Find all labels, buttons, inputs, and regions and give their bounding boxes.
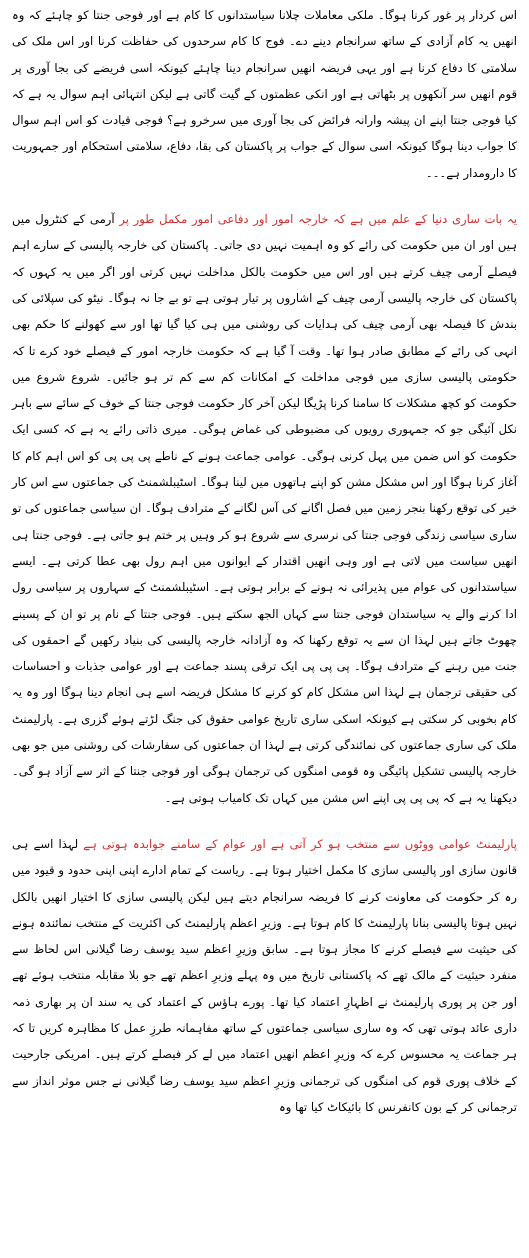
- article-paragraph-1: [12, 2, 517, 186]
- urdu-article: [6, 0, 523, 1120]
- article-paragraph-3: [12, 831, 517, 1120]
- paragraph-3-red-lead: پارلیمنٹ عوامی ووٹوں سے منتخب ہو کر آتی ہے اور عوام کے سامنے جوابدہ ہوتی ہے: [83, 836, 517, 851]
- paragraph-2-red-lead: یہ بات ساری دنیا کے علم میں ہے کہ خارجہ امور اور دفاعی امور مکمل طور پر: [119, 212, 517, 227]
- paragraph-2-text: آرمی کے کنٹرول میں ہیں اور ان میں حکومت کی رائے کو وہ اہمیت نہیں دی جاتی۔ پاکستان کی خارجہ پالیسی کے سارے اہم فیصلے آرمی چیف کرتے ہیں اور اس میں حکومت بالکل مداخلت نہیں کرتی اور اگر میں یہ کہوں کہ پاکستان کی خارجہ پالیسی آرمی چیف کے اشاروں پر تیار ہوتی ہے تو بے جا نہ ہوگا۔ نیٹو کی سپلائی کی بندش کا فیصلہ بھی آرمی چیف کی ہدایات کی روشنی میں ہی کیا گیا تھا اور سے کھولنے کا حکم بھی انہی کی رائے کے مطابق صادر ہوا تھا۔ وقت آ گیا ہے کہ حکومت خارجہ امور کے فیصلے خود کرے تا کہ حکومتی پالیسی سازی میں فوجی مداخلت کے امکانات کم سے کم تر ہو جائیں۔ شروع شروع میں حکومت کو کچھ مشکلات کا سامنا کرنا پڑیگا لیکن آخر کار حکومت فوجی جنتا کے خوف کے سائے سے باہر نکل آئیگی جو کہ جمہوری رویوں کی مضبوطی کی غماض ہوگی۔ میری ذاتی رائے یہ ہے کہ کسی ایک حکومت کو اس ضمن میں پہل کرنی ہوگی۔ عوامی جماعت ہونے کے ناطے پی پی پی کو اس اہم کام کا آغاز کرنا ہوگا اور اس مشکل مشن کو اپنے ہاتھوں میں لینا ہوگا۔ اسٹیبلشمنٹ کی جماعتوں سے اس کار خیر کی توقع رکھنا بنجر زمین میں فصل اگانے کی آس لگانے کے مترادف ہوگا۔ ان سیاسی جماعتوں کی تو ساری سیاسی زندگی فوجی جنتا کی نرسری سے شروع ہو کر وہیں پر ختم ہو جاتی ہے۔ فوجی جنتا ہی انھیں سیاست میں لاتی ہے اور وہی انھیں اقتدار کے ایوانوں میں اہم رول بھی عطا کرتی ہے۔ ایسے سیاستدانوں کی عوام میں پذیرائی نہ ہونے کے برابر ہوتی ہے۔ اسٹیبلشمنٹ کے سہاروں پر سیاسی رول ادا کرنے والے یہ سیاستدان فوجی جنتا سے کہاں الجھ سکتے ہیں۔ فوجی جنتا کے نام پر تو ان کے پسینے چھوٹ جاتے ہیں لہذا ان سے یہ توقع رکھنا کہ وہ آزادانہ خارجہ پالیسی کی بنیاد رکھیں گے احمقوں کی جنت میں رہنے کے مترادف ہوگا۔ پی پی پی ایک ترقی پسند جماعت ہے اور عوامی جذبات و احساسات کی حقیقی ترجمان ہے لہذا اس مشکل کام کو کرنے کا مشکل فریضہ اسے ہی انجام دینا ہوگا اور وہ یہ کام بخوبی کر سکتی ہے کیونکہ اسکی ساری تاریخ عوامی حقوق کی جنگ لڑتے ہوئے گزری ہے۔ پارلیمنٹ ملک کی ساری جماعتوں کی نمائندگی کرتی ہے لہذا ان جماعتوں کی سفارشات کی روشنی میں جو بھی خارجہ پالیسی تشکیل پائیگی وہ قومی امنگوں کی ترجمان ہوگی اور فوجی جنتا کے اثر سے آزاد ہو گی۔ دیکھنا یہ ہے کہ پی پی پی اپنے اس مشن میں کہاں تک کامیاب ہوتی ہے۔: [12, 212, 517, 805]
- paragraph-3-text: لہذا اسے ہی قانون سازی اور پالیسی سازی کا مکمل اختیار ہوتا ہے۔ ریاست کے تمام ادارے اپنی اپنی حدود و قیود میں رہ کر حکومت کی معاونت کرنے کا فریضہ سرانجام دیتے ہیں لیکن پالیسی سازی کا اختیار انھیں بالکل نہیں ہوتا پالیسی بنانا پارلیمنٹ کا کام ہوتا ہے۔ وزیرِ اعظم پارلیمنٹ کی اکثریت کے منتخب نمائندہ ہونے کی حیثیت سے فیصلے کرنے کا مجاز ہوتا ہے۔ سابق وزیرِ اعظم سید یوسف رضا گیلانی اس لحاظ سے منفرد حیثیت کے مالک تھے کہ پاکستانی تاریخ میں وہ پہلے وزیرِ اعظم تھے جو بلا مقابلہ منتخب ہوئے تھے اور جن پر پوری پارلیمنٹ نے اظہارِ اعتماد کیا تھا۔ پورے ہاؤس کے اعتماد کی یہ سند ان پر بھاری ذمہ داری عائد ہوتی تھی کہ وہ ساری سیاسی جماعتوں کے ساتھ مفاہمانہ طرزِ عمل کا مظاہرہ کریں تا کہ ہر جماعت یہ محسوس کرے کہ وزیرِ اعظم انھیں اعتماد میں لے کر فیصلے کرتے ہیں۔ امریکی جارحیت کے خلاف پوری قوم کی امنگوں کی ترجمانی وزیرِ اعظم سید یوسف رضا گیلانی نے جس موثر انداز سے ترجمانی کر کے بون کانفرنس کا بائیکاٹ کیا تھا وہ: [12, 836, 517, 1114]
- paragraph-1-text: اس کردار پر غور کرنا ہوگا۔ ملکی معاملات چلانا سیاستدانوں کا کام ہے اور فوجی جنتا کو چاہئے کہ وہ انھیں یہ کام آزادی کے ساتھ سرانجام دینے دے۔ فوج کا کام سرحدوں کی حفاظت کرنا اور اس ملک کی سلامتی کا دفاع کرنا ہے اور یہی فریضہ انھیں سرانجام دینا چاہئے کیونکہ اسی فریضے کی بجا آوری پر قوم انھیں سر آنکھوں پر بٹھاتی ہے اور انکی عظمتوں کے گیت گاتی ہے لیکن انتہائی اہم سوال یہ ہے کہ کیا فوجی جنتا اپنے ان پیشہ وارانہ فرائض کی بجا آوری میں سرخرو ہے؟ فوجی قیادت کو اس اہم سوال کا جواب دینا ہوگا کیونکہ اسی سوال کے جواب پر پاکستان کی بقا، دفاع، سلامتی استحکام اور جمہوریت کا دارومدار ہے۔۔۔: [12, 8, 517, 180]
- paragraph-spacer: [12, 186, 517, 206]
- article-paragraph-2: [12, 206, 517, 811]
- paragraph-spacer: [12, 811, 517, 831]
